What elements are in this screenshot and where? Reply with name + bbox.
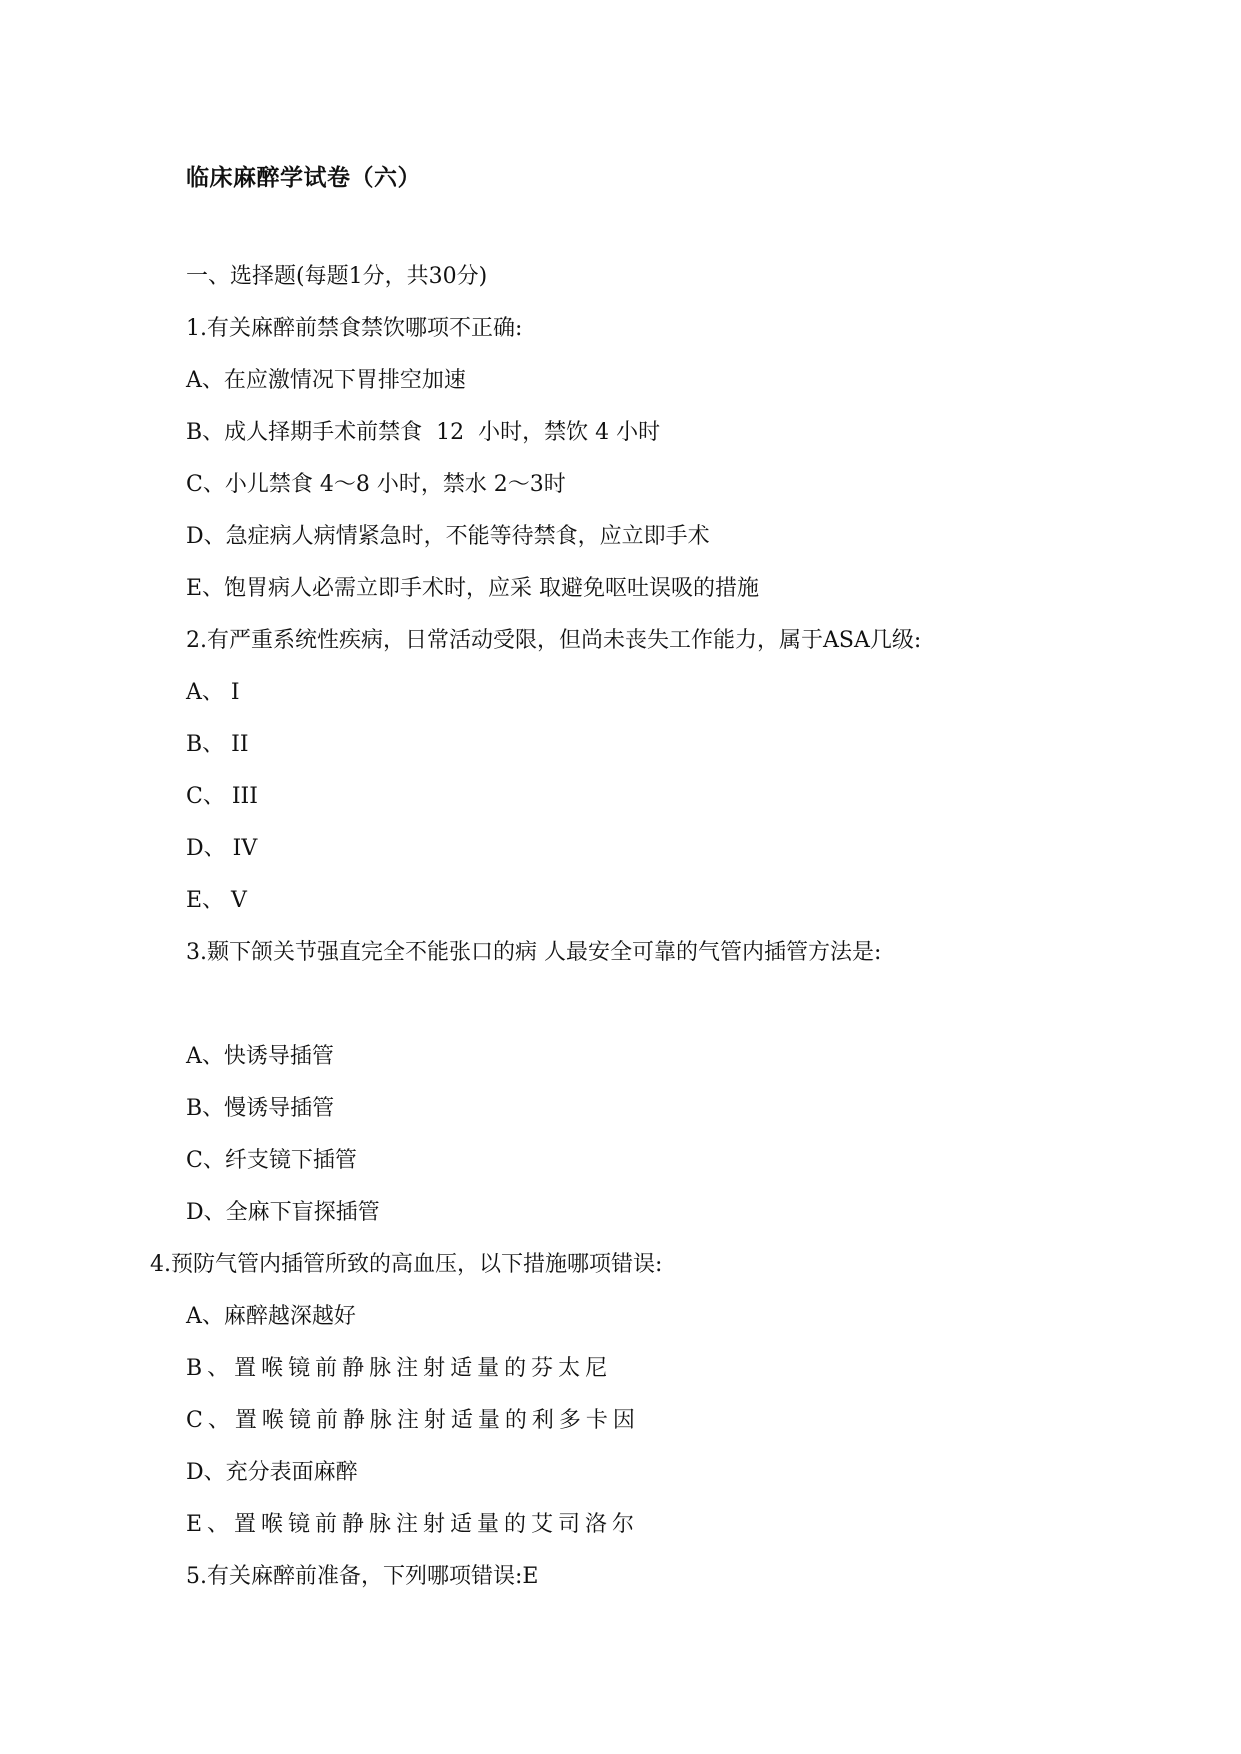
q4-option-d: D、充分表面麻醉 <box>186 1460 358 1485</box>
q3-option-b: B、慢诱导插管 <box>186 1096 335 1121</box>
section-heading: 一、选择题(每题1分，共30分) <box>186 264 488 289</box>
q2-option-b: B、 II <box>186 732 249 757</box>
q2-option-d: D、 IV <box>186 836 258 861</box>
exam-title: 临床麻醉学试卷（六） <box>186 165 421 191</box>
q2-option-c: C、 III <box>186 784 258 809</box>
q2-option-e: E、 V <box>186 888 247 913</box>
q2-option-a: A、 I <box>186 680 240 705</box>
question-4-stem: 4.预防气管内插管所致的高血压，以下措施哪项错误: <box>150 1252 663 1277</box>
q4-option-b: B、置喉镜前静脉注射适量的芬太尼 <box>186 1356 613 1381</box>
q1-option-b: B、成人择期手术前禁食 12 小时，禁饮 4 小时 <box>186 420 661 445</box>
q3-option-a: A、快诱导插管 <box>186 1044 334 1069</box>
question-3-stem: 3.颞下颌关节强直完全不能张口的病 人最安全可靠的气管内插管方法是: <box>186 940 882 965</box>
q1-option-e: E、饱胃病人必需立即手术时，应采 取避免呕吐误吸的措施 <box>186 576 760 601</box>
q1-option-a: A、在应激情况下胃排空加速 <box>186 368 466 393</box>
q3-option-c: C、纤支镜下插管 <box>186 1148 357 1173</box>
question-1-stem: 1.有关麻醉前禁食禁饮哪项不正确: <box>186 316 523 341</box>
q1-option-c: C、小儿禁食 4～8 小时，禁水 2～3时 <box>186 472 566 497</box>
question-2-stem: 2.有严重系统性疾病，日常活动受限，但尚未丧失工作能力，属于ASA几级: <box>186 628 922 653</box>
q3-option-d: D、全麻下盲探插管 <box>186 1200 380 1225</box>
q1-option-d: D、急症病人病情紧急时，不能等待禁食，应立即手术 <box>186 524 710 549</box>
q4-option-a: A、麻醉越深越好 <box>186 1304 356 1329</box>
q4-option-c: C、置喉镜前静脉注射适量的利多卡因 <box>186 1408 640 1433</box>
question-5-stem: 5.有关麻醉前准备，下列哪项错误:E <box>186 1564 539 1589</box>
q4-option-e: E、置喉镜前静脉注射适量的艾司洛尔 <box>186 1512 640 1537</box>
